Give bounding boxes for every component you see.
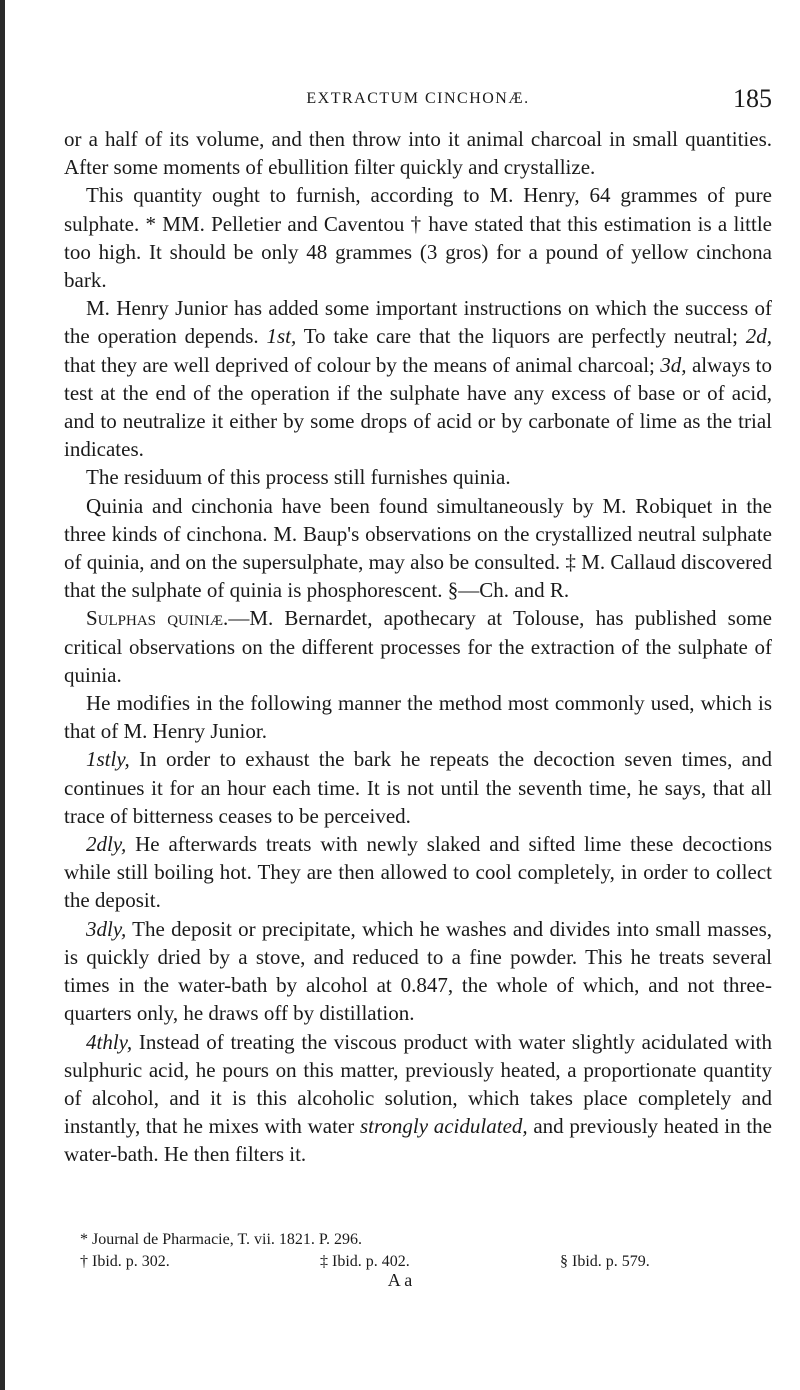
ordinal-1st: 1st, [266, 324, 297, 349]
ordinal-3d: 3d, [660, 352, 687, 377]
step-label: 3dly, [86, 916, 127, 941]
page-header [64, 84, 772, 114]
text-run: Instead of treating the viscous product with water slightly acidulated with sulphuric acid, he pours on this matter, previously heated, a proportionate quantity of alcohol, and it is this alcoholic solution, which takes place completely and instantly, that he mixes with water [64, 1029, 772, 1139]
paragraph [64, 830, 772, 915]
paragraph [64, 745, 772, 830]
paragraph [64, 294, 772, 463]
text-run: and previously heated in the water-bath. He then filters it. [64, 1114, 772, 1167]
page-edge-shadow [0, 0, 5, 1390]
paragraph: or a half of its volume, and then throw into it animal charcoal in small quantities. After some moments of ebullition filter quickly and crystallize. [64, 127, 772, 180]
step-label: 1stly, [86, 747, 130, 772]
footnote: † Ibid. p. 302. [80, 1253, 170, 1270]
page-number: 185 [733, 84, 772, 113]
signature-mark: A a [387, 1270, 413, 1290]
running-head: EXTRACTUM CINCHONÆ. [306, 90, 530, 107]
text-run: always to test at the end of the operation if the sulphate have any excess of base or of acid, and to neutralize it either by some drops of acid or by carbonate of lime as the trial indicates. [64, 352, 773, 462]
paragraph: This quantity ought to furnish, according to M. Henry, 64 grammes of pure sulphate. * MM. Pelletier and Caventou † have stated that this estimation is a little too high. It should be only 48 grammes (3 gros) for a pound of yellow cinchona bark. [64, 183, 772, 293]
text-run: —M. Bernardet, apothecary at Tolouse, has published some critical observations on the different processes for the extraction of the sulphate of quinia. [64, 606, 772, 687]
paragraph [64, 1028, 772, 1169]
text-run: The deposit or precipitate, which he washes and divides into small masses, is quickly dried by a stove, and reduced to a fine powder. This he treats several times in the water-bath by alcohol at 0.847, the whole of which, and not three-quarters only, he draws off by distillation. [64, 916, 772, 1026]
footnote: * Journal de Pharmacie, T. vii. 1821. P. 296. [80, 1231, 363, 1248]
paragraph: He modifies in the following manner the method most commonly used, which is that of M. Henry Junior. [64, 691, 772, 744]
section-heading: Sulphas quiniæ. [86, 606, 229, 631]
page-body [64, 125, 772, 1169]
text-run: To take care that the liquors are perfectly neutral; [296, 324, 746, 349]
text-run: that they are well deprived of colour by the means of animal charcoal; [64, 352, 661, 377]
text-run: M. Henry Junior has added some important instructions on which the success of the operation depends. [64, 296, 772, 349]
paragraph [64, 604, 772, 689]
paragraph: Quinia and cinchonia have been found simultaneously by M. Robiquet in the three kinds of cinchona. M. Baup's observations on the crystallized neutral sulphate of quinia, and on the supersulphate, may also be consulted. ‡ M. Callaud discovered that the sulphate of quinia is phosphorescent. §—Ch. and R. [64, 493, 772, 603]
footnote: § Ibid. p. 579. [560, 1253, 650, 1270]
step-label: 4thly, [86, 1029, 133, 1054]
footnotes [80, 1229, 760, 1273]
step-label: 2dly, [86, 832, 127, 857]
paragraph: The residuum of this process still furnishes quinia. [86, 465, 511, 490]
footnote: ‡ Ibid. p. 402. [320, 1253, 410, 1270]
ordinal-2d: 2d, [745, 324, 772, 349]
paragraph [64, 915, 772, 1028]
text-run: He afterwards treats with newly slaked and sifted lime these decoctions while still boiling hot. They are then allowed to cool completely, in order to collect the deposit. [64, 832, 772, 913]
emphasis: strongly acidulated, [359, 1114, 528, 1139]
text-run: In order to exhaust the bark he repeats the decoction seven times, and continues it for an hour each time. It is not until the seventh time, he says, that all trace of bitterness ceases to be perceived. [64, 747, 772, 828]
